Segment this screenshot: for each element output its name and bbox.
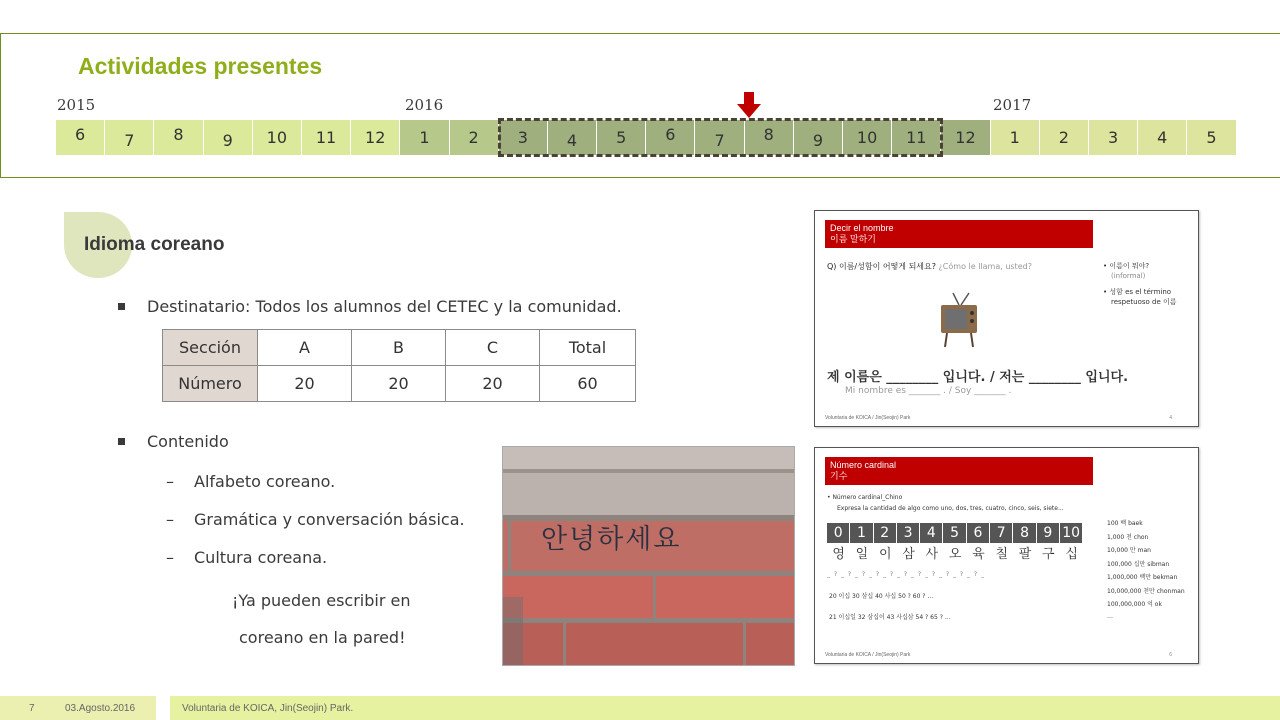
question-korean: Q) 이름/성함이 어떻게 되세요? xyxy=(827,262,936,271)
footer-author: Voluntaria de KOICA, Jin(Seojin) Park. xyxy=(182,703,354,714)
timeline-month-label: 12 xyxy=(955,128,976,147)
year-label-2016: 2016 xyxy=(405,96,444,114)
table-cell: 20 xyxy=(446,366,540,402)
korean-number-cell: 팔 xyxy=(1018,547,1032,562)
bullet-square-icon xyxy=(118,438,125,445)
number-cell: 0 xyxy=(827,523,850,543)
slide-side-notes xyxy=(1103,261,1177,307)
big-number-item: 10,000 만 man xyxy=(1107,547,1151,554)
timeline-month-cell xyxy=(351,120,400,155)
slide-header-subtitle: 기수 xyxy=(830,471,848,481)
timeline-month-cell xyxy=(843,120,892,155)
timeline-month-label: 3 xyxy=(517,128,528,147)
note-line-1: ¡Ya pueden escribir en xyxy=(232,591,411,610)
timeline-month-cell xyxy=(302,120,351,155)
timeline-month-cell xyxy=(597,120,646,155)
timeline-month-label: 4 xyxy=(566,131,578,150)
timeline-month-cell xyxy=(1089,120,1138,155)
table-cell: 20 xyxy=(352,366,446,402)
recipients-text: Destinatario: Todos los alumnos del CETEC y la comunidad. xyxy=(147,297,622,316)
korean-number-cell: 십 xyxy=(1065,547,1078,562)
timeline-month-cell xyxy=(56,120,105,155)
slide-page-number: 6 xyxy=(1169,652,1172,658)
korean-number-cell: 영 xyxy=(832,547,845,562)
footer-page-number: 7 xyxy=(29,703,35,714)
content-item: – Cultura coreana. xyxy=(166,548,328,567)
number-cell: 4 xyxy=(920,523,943,543)
page-title: Actividades presentes xyxy=(78,53,323,79)
timeline-month-cell xyxy=(646,120,695,155)
section-title: Idioma coreano xyxy=(84,234,225,255)
number-cell: 3 xyxy=(897,523,920,543)
table-header-cell: Sección xyxy=(163,330,258,366)
timeline-month-label: 2 xyxy=(468,128,479,147)
answer-blanks: _ ? _ ? _ ? _ ? _ ? _ ? _ ? _ ? _ ? _ ? _ ? _ xyxy=(827,571,985,578)
table-header-cell: B xyxy=(352,330,446,366)
slide-question xyxy=(827,261,1032,272)
table-header-cell: Total xyxy=(540,330,636,366)
content-item: – Alfabeto coreano. xyxy=(166,472,336,491)
bullet-recipients xyxy=(118,297,622,316)
timeline-month-cell xyxy=(204,120,253,155)
timeline-month-label: 4 xyxy=(1157,128,1168,147)
bullet-content xyxy=(118,432,229,451)
number-cell: 10 xyxy=(1060,523,1083,543)
slide-header-title: Número cardinal xyxy=(830,460,897,470)
timeline-month-cell xyxy=(105,120,154,155)
timeline-month-label: 9 xyxy=(812,131,823,150)
example-line: 21 이십일 32 삼십이 43 사십삼 54 ? 65 ? … xyxy=(829,614,951,621)
timeline-month-label: 7 xyxy=(124,131,135,150)
timeline-month-label: 9 xyxy=(222,131,233,150)
number-cell: 5 xyxy=(943,523,966,543)
slide-sentence-translation: Mi nombre es _______ . / Soy _______ . xyxy=(845,386,1012,396)
timeline-month-cell xyxy=(745,120,794,155)
timeline-month-label: 3 xyxy=(1107,128,1119,147)
slide-footer: Voluntaria de KOICA / Jin(Seojin) Park xyxy=(825,652,911,658)
timeline-month-label: 11 xyxy=(906,128,927,147)
graffiti-text: 안녕하세요 xyxy=(541,524,682,555)
timeline-month-label: 12 xyxy=(365,128,386,147)
content-item-text: Alfabeto coreano. xyxy=(194,472,336,491)
side-note: (informal) xyxy=(1111,272,1146,280)
students-table xyxy=(162,329,636,402)
timeline-month-cell xyxy=(450,120,499,155)
korean-number-cell: 사 xyxy=(925,547,939,562)
side-note: • 성함 es el término xyxy=(1103,288,1172,296)
number-cell: 9 xyxy=(1037,523,1060,543)
timeline-month-cell xyxy=(941,120,990,155)
timeline-month-label: 6 xyxy=(75,125,86,144)
footer-date: 03.Agosto.2016 xyxy=(65,703,136,714)
table-header-row xyxy=(163,330,636,366)
korean-number-cell: 삼 xyxy=(902,547,915,562)
timeline-month-label: 5 xyxy=(1206,128,1217,147)
slide-page-number: 4 xyxy=(1169,415,1172,421)
content-item-text: Gramática y conversación básica. xyxy=(194,510,465,529)
big-number-item: 1,000,000 백만 bekman xyxy=(1107,574,1178,581)
year-label-2017: 2017 xyxy=(993,96,1032,114)
table-header-cell: A xyxy=(258,330,352,366)
side-note: • 이름이 뭐야? xyxy=(1103,262,1150,270)
timeline-month-cell xyxy=(794,120,843,155)
big-number-item: 100,000 십만 sibman xyxy=(1107,560,1170,568)
slide-sentence: 제 이름은 ________ 입니다. / 저는 ________ 입니다. xyxy=(827,370,1129,385)
month-timeline xyxy=(56,120,1237,155)
big-number-item: 10,000,000 천만 chonman xyxy=(1107,587,1185,595)
slide-thumbnail-names xyxy=(814,210,1199,427)
timeline-month-label: 8 xyxy=(763,125,774,144)
timeline-month-cell xyxy=(695,120,744,155)
number-cell: 6 xyxy=(967,523,990,543)
arrow-down-icon xyxy=(737,92,761,118)
timeline-month-cell xyxy=(499,120,548,155)
content-item-text: Cultura coreana. xyxy=(194,548,328,567)
timeline-month-cell xyxy=(1138,120,1187,155)
content-item: – Gramática y conversación básica. xyxy=(166,510,465,529)
year-label-2015: 2015 xyxy=(57,96,96,114)
note-line-2: coreano en la pared! xyxy=(239,628,406,647)
table-header-cell: C xyxy=(446,330,540,366)
number-cell: 1 xyxy=(850,523,873,543)
bullet-square-icon xyxy=(118,303,125,310)
timeline-month-label: 2 xyxy=(1058,128,1069,147)
korean-number-cell: 칠 xyxy=(995,547,1008,562)
slide-header-title: Decir el nombre xyxy=(830,223,894,233)
timeline-month-label: 8 xyxy=(173,125,184,144)
timeline-month-cell xyxy=(154,120,203,155)
big-number-item: 1,000 천 chon xyxy=(1107,533,1149,541)
question-spanish: ¿Cómo le llama, usted? xyxy=(938,262,1032,271)
timeline-month-label: 10 xyxy=(266,128,288,147)
table-cell: 60 xyxy=(540,366,636,402)
korean-number-cell: 이 xyxy=(878,547,892,562)
timeline-month-label: 1 xyxy=(419,128,430,147)
number-cell: 7 xyxy=(990,523,1013,543)
slide-footer: Voluntaria de KOICA / Jin(Seojin) Park xyxy=(825,415,911,421)
number-cell: 2 xyxy=(874,523,897,543)
slide-thumbnail-numbers xyxy=(814,447,1199,664)
example-line: 20 이십 30 삼십 40 사십 50 ? 60 ? … xyxy=(829,593,934,600)
slide-header-subtitle: 이름 말하기 xyxy=(830,234,876,244)
slide-header-band xyxy=(825,457,1093,485)
timeline-month-label: 6 xyxy=(665,125,676,144)
timeline-month-cell xyxy=(400,120,449,155)
korean-number-cell: 육 xyxy=(972,547,985,562)
number-cell: 8 xyxy=(1013,523,1036,543)
korean-number-cell: 일 xyxy=(855,547,869,562)
timeline-month-cell xyxy=(892,120,941,155)
big-number-item: … xyxy=(1107,612,1113,620)
korean-number-cell: 오 xyxy=(948,547,962,562)
content-label: Contenido xyxy=(147,432,229,451)
korean-number-row xyxy=(827,545,1083,565)
big-number-item: 100 백 baek xyxy=(1107,520,1143,527)
table-cell: 20 xyxy=(258,366,352,402)
timeline-month-label: 10 xyxy=(856,128,878,147)
big-number-item: 100,000,000 억 ok xyxy=(1107,601,1162,608)
table-row-label: Número xyxy=(163,366,258,402)
timeline-month-cell xyxy=(991,120,1040,155)
timeline-month-cell xyxy=(253,120,302,155)
slide-header-band xyxy=(825,220,1093,248)
timeline-month-cell xyxy=(1187,120,1236,155)
timeline-month-label: 7 xyxy=(714,131,725,150)
number-row xyxy=(827,523,1083,543)
timeline-month-label: 1 xyxy=(1009,128,1020,147)
timeline-month-label: 5 xyxy=(616,128,627,147)
timeline-month-cell xyxy=(1040,120,1089,155)
brick-wall-photo xyxy=(502,446,795,666)
side-note: respetuoso de 이름 xyxy=(1111,298,1177,306)
timeline-month-label: 11 xyxy=(315,128,337,147)
timeline-month-cell xyxy=(548,120,597,155)
slide-bullet: • Número cardinal_Chino xyxy=(827,494,903,501)
korean-number-cell: 구 xyxy=(1042,547,1055,562)
table-row xyxy=(163,366,636,402)
slide-bullet-detail: Expresa la cantidad de algo como uno, dos, tres, cuatro, cinco, seis, siete... xyxy=(837,505,1064,512)
tv-icon xyxy=(939,291,979,349)
